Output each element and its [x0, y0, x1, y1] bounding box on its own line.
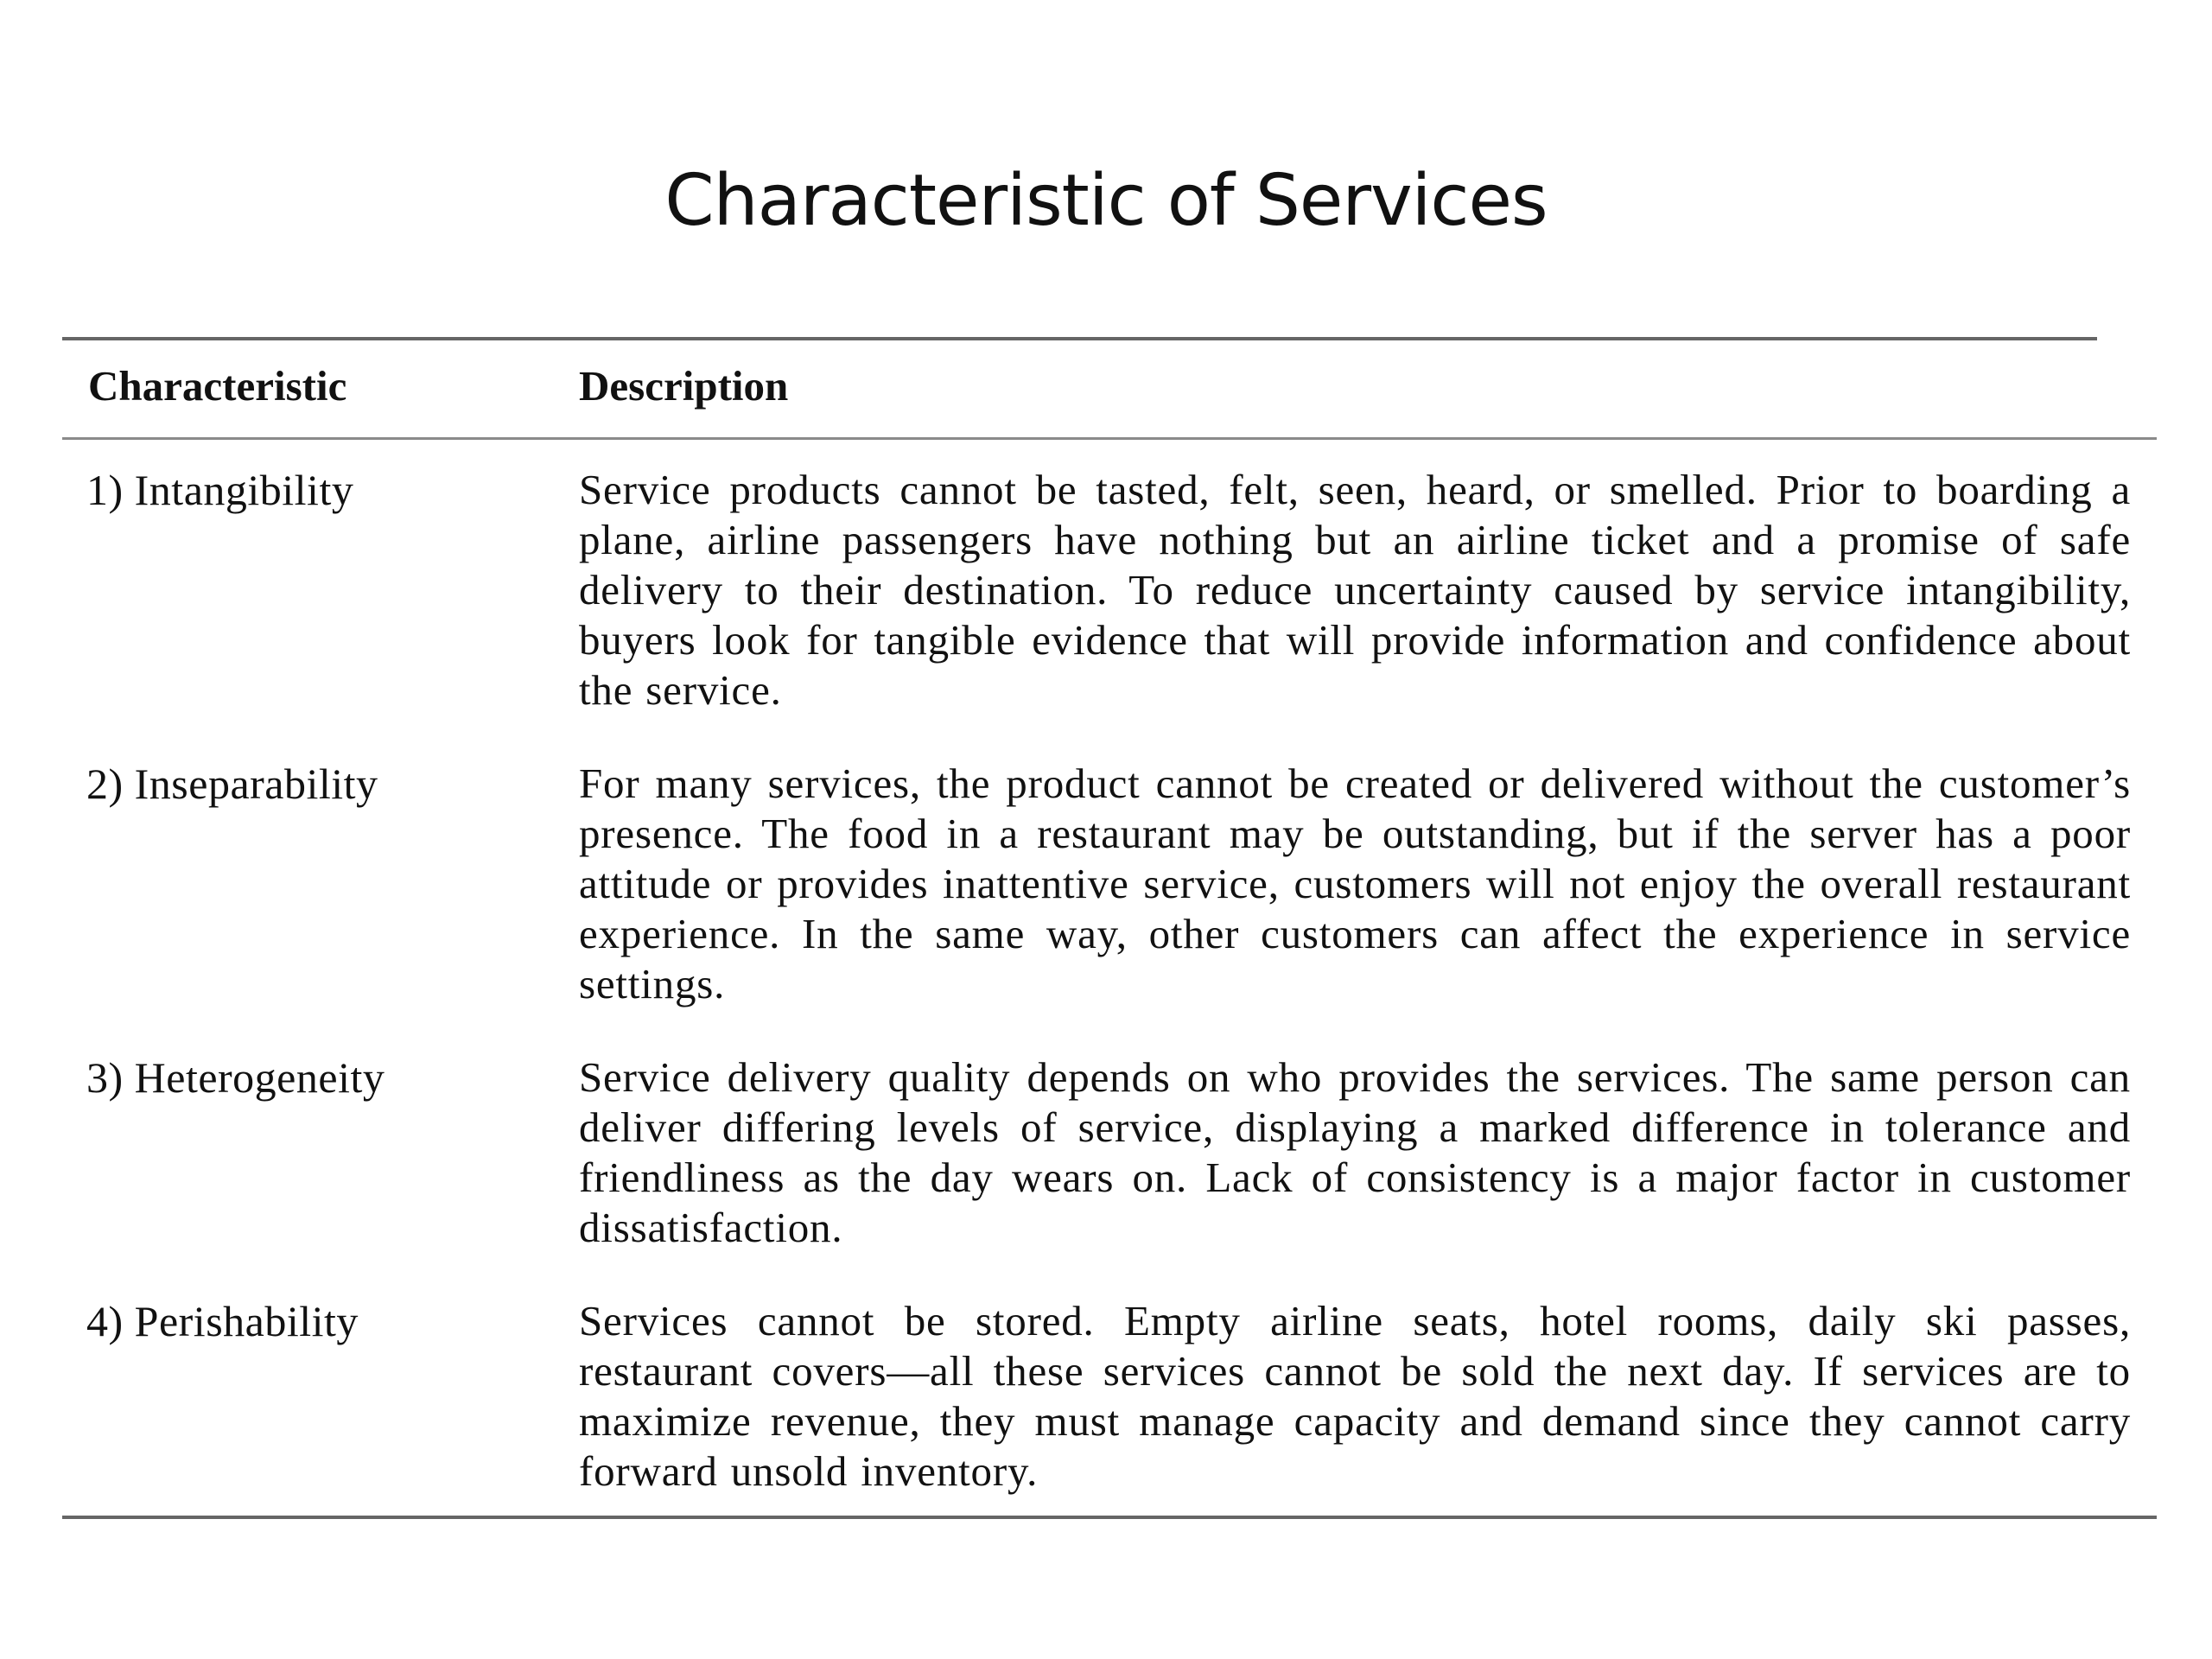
column-header-description: Description	[579, 362, 789, 410]
characteristic-label: 3) Heterogeneity	[86, 1053, 385, 1102]
column-header-characteristic: Characteristic	[88, 362, 347, 410]
characteristic-label: 2) Inseparability	[86, 760, 378, 808]
characteristic-description: For many services, the product cannot be created or delivered without the customer’s presence. The food in a restaurant may be outstanding, but if the server has a poor attitude or provides inattentive service, customers will not enjoy the overall restaurant experience. In the same way, other customers can affect the experience in service settings.	[579, 760, 2131, 1007]
characteristic-description: Service delivery quality depends on who provides the services. The same person can deliver differing levels of service, displaying a marked difference in tolerance and friendliness as the day wears on. Lack of consistency is a major factor in customer dissatisfaction.	[579, 1053, 2131, 1251]
page-title: Characteristic of Services	[664, 160, 1548, 242]
table-header-rule	[62, 437, 2157, 440]
characteristic-description: Services cannot be stored. Empty airline seats, hotel rooms, daily ski passes, restaurant covers—all these services cannot be sold the next day. If services are to maximize revenue, they must manage capacity and demand since they cannot carry forward unsold inventory.	[579, 1297, 2131, 1495]
characteristic-label: 1) Intangibility	[86, 466, 354, 514]
table-top-rule	[62, 337, 2097, 340]
characteristic-description: Service products cannot be tasted, felt, seen, heard, or smelled. Prior to boarding a plane, airline passengers have nothing but an airline ticket and a promise of safe delivery to their destination. To reduce uncertainty caused by service intangibility, buyers look for tangible evidence that will provide information and confidence about the service.	[579, 466, 2131, 714]
characteristic-label: 4) Perishability	[86, 1297, 359, 1345]
table-bottom-rule	[62, 1516, 2157, 1519]
